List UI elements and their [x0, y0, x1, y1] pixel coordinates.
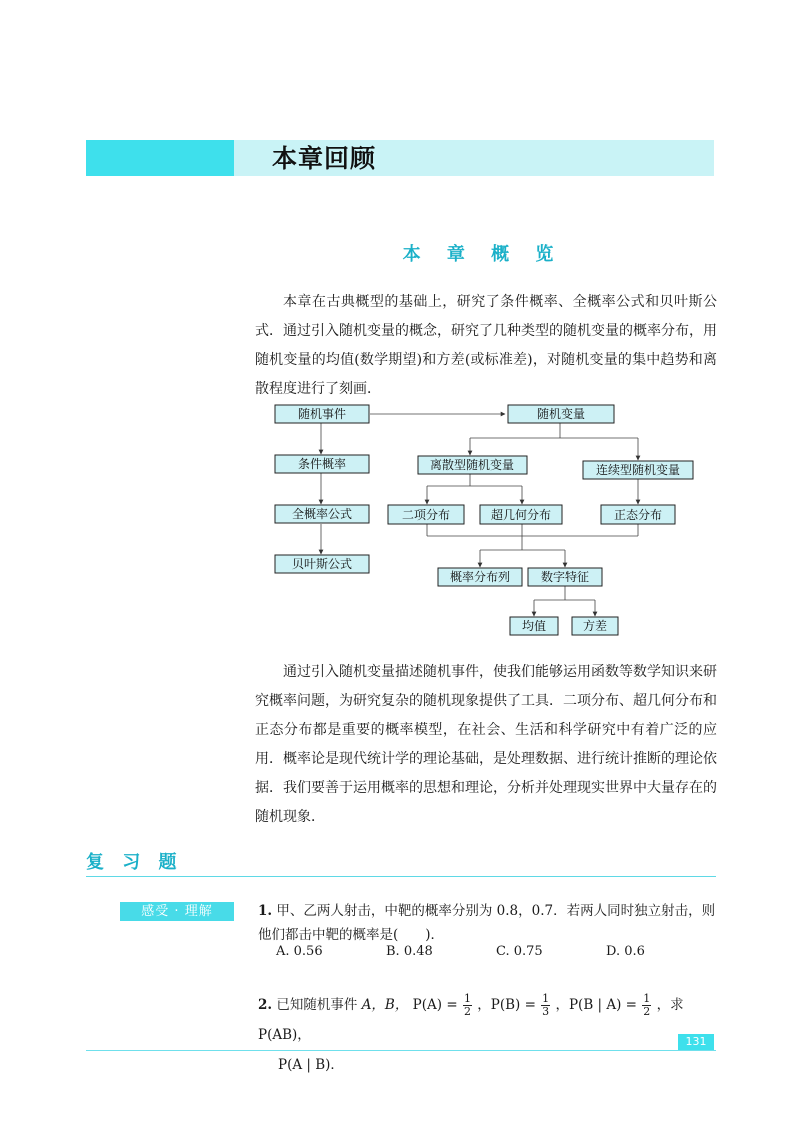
- question-text: 甲、乙两人射击，中靶的概率分别为 0.8，0.7．若两人同时独立射击，则他们都击中靶的概率是( )．: [258, 903, 716, 943]
- page-number: 131: [678, 1034, 714, 1050]
- node-binomial: [388, 505, 464, 524]
- question-1: [258, 899, 718, 947]
- node-discrete-variable: [418, 456, 527, 474]
- question-number: 1.: [258, 903, 273, 919]
- prob-b-label: ，P(B) =: [477, 997, 536, 1013]
- svg-text:条件概率: 条件概率: [297, 457, 347, 471]
- svg-text:随机变量: 随机变量: [536, 407, 586, 421]
- node-conditional-probability: [275, 455, 369, 473]
- svg-text:均值: 均值: [521, 619, 547, 633]
- fraction-one-half: $\frac{1}{2}$: [463, 992, 471, 1018]
- prob-a-given-b: P(A | B)．: [278, 1057, 344, 1073]
- overview-paragraph-1: 本章在古典概型的基础上，研究了条件概率、全概率公式和贝叶斯公式．通过引入随机变量的概念，研究了几种类型的随机变量的概率分布，用随机变量的均值(数学期望)和方差(或标准差)，对随机变量的集中趋势和离散程度进行了刻画．: [255, 294, 717, 397]
- svg-text:超几何分布: 超几何分布: [490, 508, 552, 522]
- question-intro: 已知随机事件: [276, 997, 358, 1013]
- svg-text:离散型随机变量: 离散型随机变量: [429, 458, 515, 472]
- prob-a-label: P(A) =: [412, 997, 458, 1013]
- svg-text:随机事件: 随机事件: [297, 407, 347, 421]
- svg-text:数字特征: 数字特征: [540, 570, 590, 584]
- node-distribution-list: [438, 568, 522, 586]
- svg-text:全概率公式: 全概率公式: [291, 507, 353, 521]
- chapter-title: 本章回顾: [272, 144, 377, 173]
- node-normal: [601, 505, 675, 524]
- question-number: 2.: [258, 997, 273, 1013]
- choice-d: D. 0.6: [606, 944, 645, 959]
- concept-flowchart: [255, 398, 725, 646]
- choice-c: C. 0.75: [496, 944, 543, 959]
- node-random-variable: [508, 405, 614, 423]
- footer-divider: [86, 1050, 716, 1051]
- node-mean: [510, 617, 558, 635]
- review-divider: [86, 876, 716, 877]
- fraction-one-half: $\frac{1}{2}$: [643, 992, 651, 1018]
- svg-text:贝叶斯公式: 贝叶斯公式: [291, 557, 353, 571]
- overview-paragraph-3: 概率论是现代统计学的理论基础，是处理数据、进行统计推断的理论依据．我们要善于运用概率的思想和理论，分析并处理现实世界中大量存在的随机现象．: [255, 751, 717, 825]
- node-variance: [572, 617, 618, 635]
- svg-text:方差: 方差: [582, 619, 608, 633]
- prob-ab: P(AB)，: [258, 1027, 311, 1043]
- choice-a: A. 0.56: [276, 944, 323, 959]
- question-ask: ，求: [656, 997, 684, 1013]
- question-1-choices: [276, 944, 716, 959]
- overview-heading: 本 章 概 览: [402, 244, 564, 265]
- svg-text:连续型随机变量: 连续型随机变量: [595, 463, 681, 477]
- choice-b: B. 0.48: [386, 944, 433, 959]
- prob-b-given-a-label: ，P(B | A) =: [555, 997, 637, 1013]
- node-bayes: [275, 555, 369, 573]
- node-numeric-features: [528, 568, 602, 586]
- svg-text:概率分布列: 概率分布列: [449, 570, 511, 584]
- node-random-event: [275, 405, 369, 423]
- question-2: [258, 990, 728, 1080]
- svg-text:二项分布: 二项分布: [401, 508, 451, 522]
- node-total-probability: [275, 505, 369, 523]
- review-heading: 复 习 题: [86, 852, 183, 873]
- node-continuous-variable: [583, 461, 693, 479]
- event-vars: A，B，: [361, 997, 409, 1013]
- section-tag: 感受 · 理解: [120, 902, 234, 921]
- fraction-one-third: $\frac{1}{3}$: [542, 992, 550, 1018]
- overview-paragraph-2: 通过引入随机变量描述随机事件，使我们能够运用函数等数学知识来研究概率问题，为研究复杂的随机现象提供了工具．二项分布、超几何分布和正态分布都是重要的概率模型，在社会、生活和科学研究中有着广泛的应用．: [255, 664, 717, 767]
- node-hypergeometric: [480, 505, 562, 524]
- chapter-band-accent: [86, 140, 234, 176]
- svg-text:正态分布: 正态分布: [613, 508, 663, 522]
